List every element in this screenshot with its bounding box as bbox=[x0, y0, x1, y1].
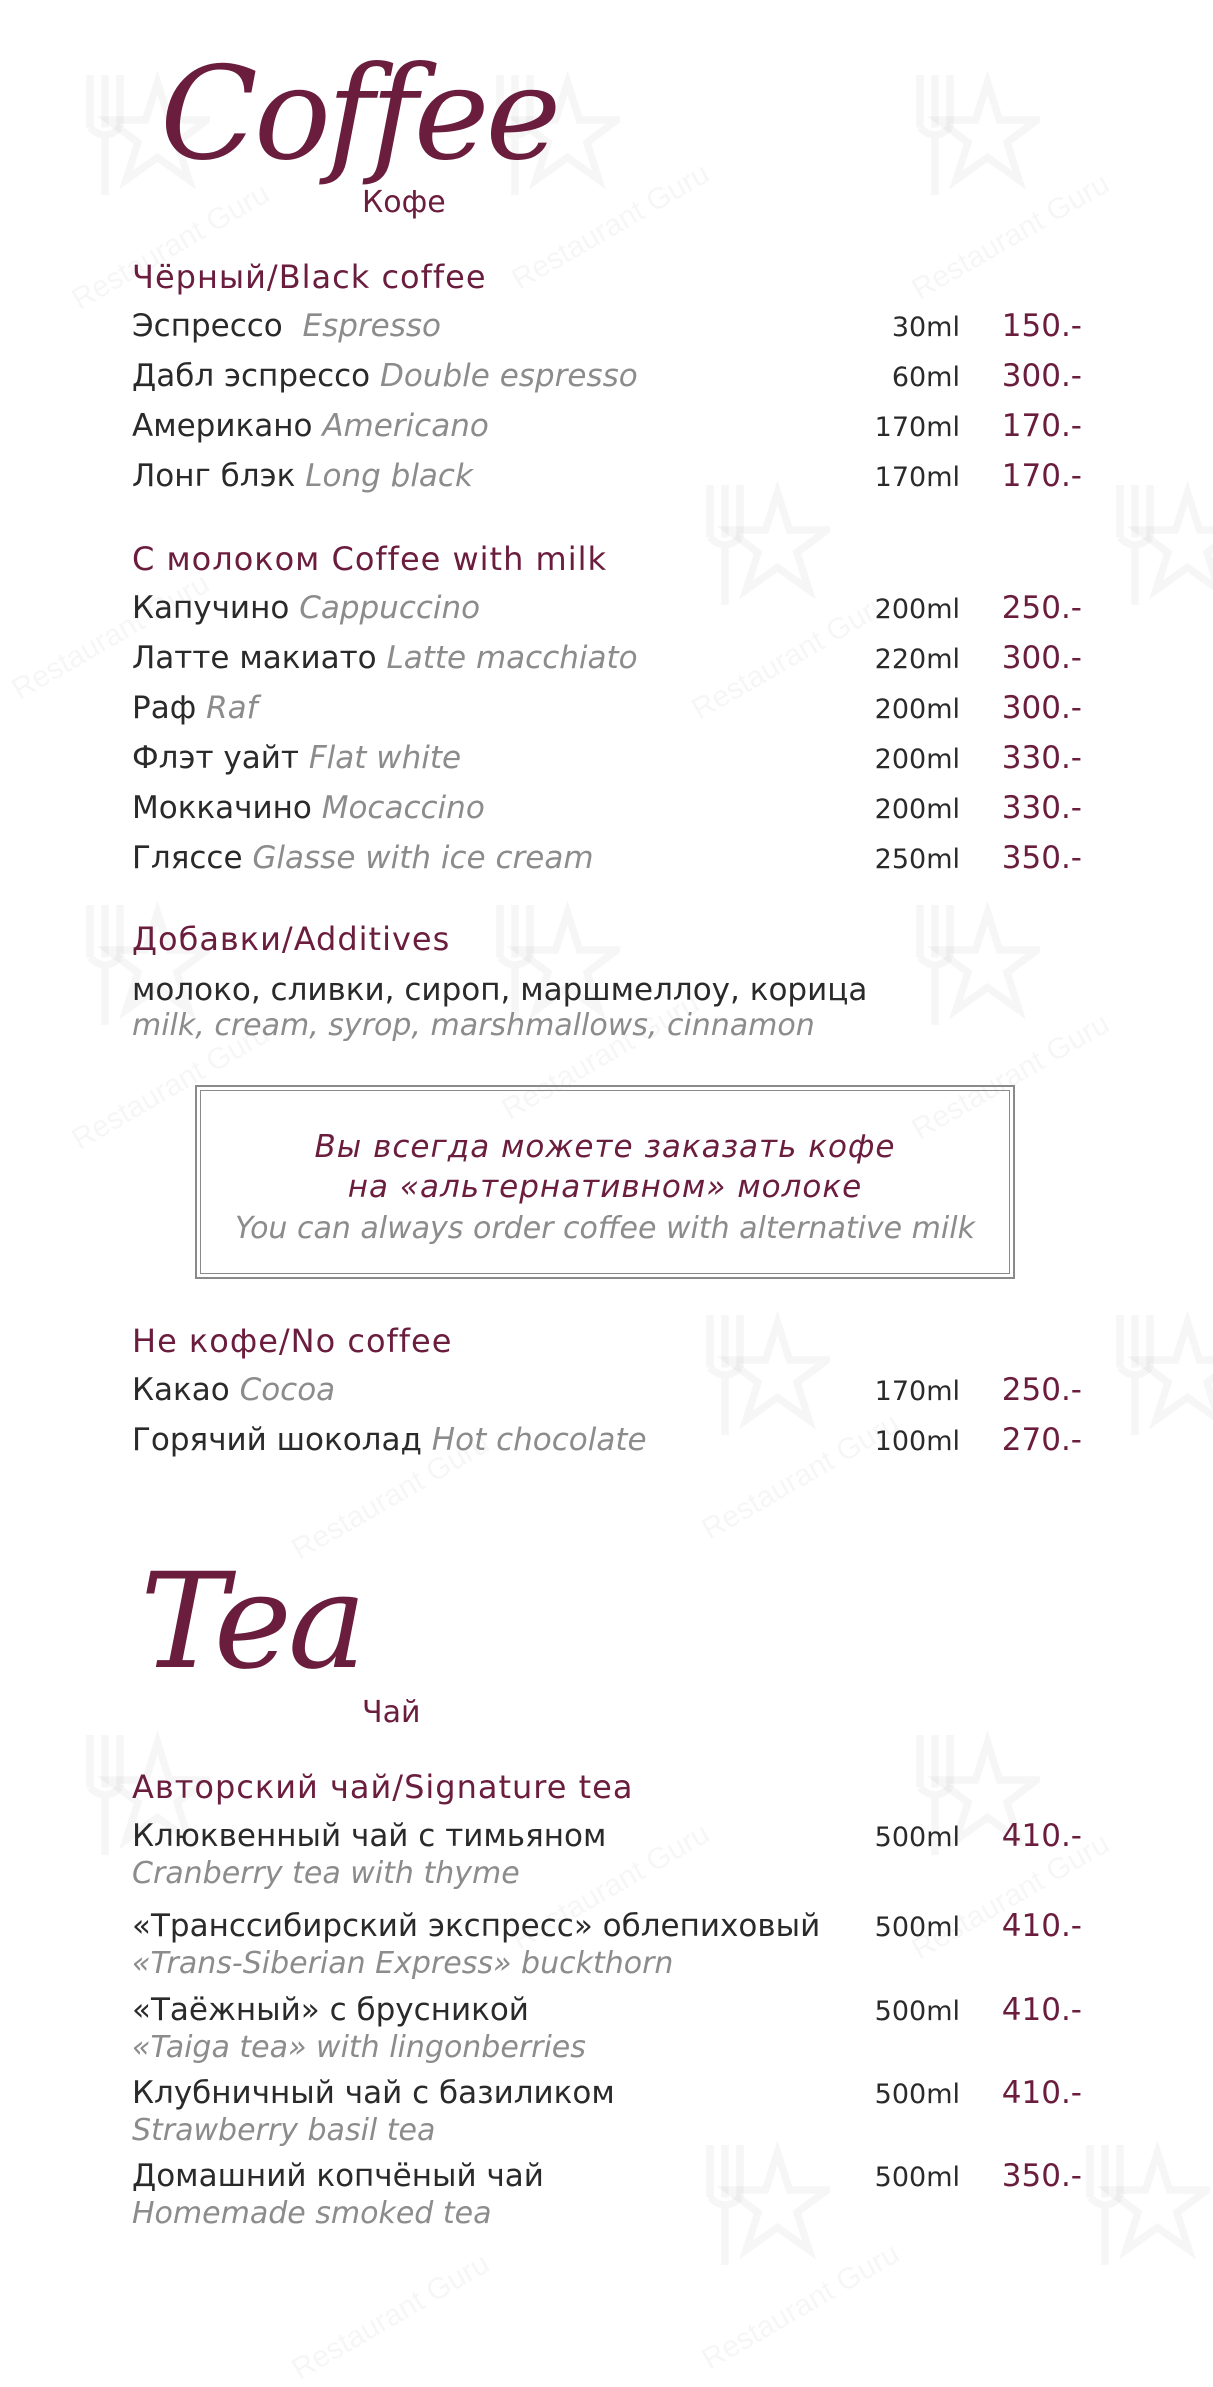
item-name-ru: Дабл эспрессо bbox=[132, 358, 371, 394]
fork-star-icon bbox=[1090, 1300, 1213, 1450]
item-name-ru: Латте макиато bbox=[132, 640, 377, 676]
menu-item bbox=[132, 690, 1082, 734]
item-name-en: Americano bbox=[322, 408, 489, 444]
item-price: 330.- bbox=[1001, 790, 1082, 826]
item-price: 150.- bbox=[1001, 308, 1082, 344]
item-volume: 250ml bbox=[874, 844, 960, 875]
item-volume: 500ml bbox=[874, 1822, 960, 1853]
item-price: 410.- bbox=[1001, 1908, 1082, 1944]
item-volume: 30ml bbox=[891, 312, 960, 343]
item-name-en: Cappuccino bbox=[299, 590, 481, 626]
item-price: 270.- bbox=[1001, 1422, 1082, 1458]
watermark-text bbox=[6, 567, 215, 707]
item-name-en: Mocaccino bbox=[321, 790, 485, 826]
item-price: 300.- bbox=[1001, 690, 1082, 726]
item-volume: 170ml bbox=[874, 462, 960, 493]
additives-list-ru: молоко, сливки, сироп, маршмеллоу, корица bbox=[132, 972, 868, 1008]
section-title-coffee-with-milk: С молоком Coffee with milk bbox=[132, 540, 608, 578]
notice-line-en: You can always order coffee with alternative milk bbox=[235, 1211, 975, 1246]
item-name-ru: Эспрессо bbox=[132, 308, 283, 344]
menu-item bbox=[132, 590, 1082, 634]
tea-script-title: Tea bbox=[140, 1545, 363, 1699]
item-name-ru: Какао bbox=[132, 1372, 230, 1408]
notice-line-ru-1: Вы всегда можете заказать кофе bbox=[314, 1129, 896, 1165]
menu-item bbox=[132, 1818, 1082, 1898]
item-name-en: Glasse with ice cream bbox=[252, 840, 594, 876]
item-name-ru: Горячий шоколад bbox=[132, 1422, 422, 1458]
fork-star-icon bbox=[1060, 2130, 1210, 2280]
menu-item bbox=[132, 1992, 1082, 2072]
menu-item bbox=[132, 358, 1082, 402]
item-volume: 200ml bbox=[874, 694, 960, 725]
alternative-milk-notice bbox=[195, 1085, 1015, 1279]
item-name-ru: Американо bbox=[132, 408, 313, 444]
section-title-black-coffee: Чёрный/Black coffee bbox=[132, 258, 487, 296]
menu-item bbox=[132, 458, 1082, 502]
item-name-en: Cocoa bbox=[239, 1372, 336, 1408]
item-name-en: Latte macchiato bbox=[386, 640, 638, 676]
menu-item bbox=[132, 1908, 1082, 1988]
item-volume: 170ml bbox=[874, 1376, 960, 1407]
item-name-en: «Taiga tea» with lingonberries bbox=[132, 2030, 586, 2065]
item-volume: 200ml bbox=[874, 794, 960, 825]
item-name-ru: Клюквенный чай с тимьяном bbox=[132, 1818, 607, 1854]
item-name-ru: «Таёжный» с брусникой bbox=[132, 1992, 529, 2028]
item-price: 350.- bbox=[1001, 2158, 1082, 2194]
item-volume: 200ml bbox=[874, 594, 960, 625]
menu-item bbox=[132, 408, 1082, 452]
item-price: 410.- bbox=[1001, 2075, 1082, 2111]
item-price: 350.- bbox=[1001, 840, 1082, 876]
item-volume: 60ml bbox=[891, 362, 960, 393]
item-price: 250.- bbox=[1001, 1372, 1082, 1408]
item-name-en: Raf bbox=[206, 690, 258, 726]
coffee-script-title: Coffee bbox=[160, 40, 558, 189]
item-price: 410.- bbox=[1001, 1992, 1082, 2028]
item-price: 410.- bbox=[1001, 1818, 1082, 1854]
item-volume: 170ml bbox=[874, 412, 960, 443]
item-name-en: Double espresso bbox=[380, 358, 638, 394]
item-price: 170.- bbox=[1001, 458, 1082, 494]
additives-list-en: milk, cream, syrop, marshmallows, cinnamon bbox=[132, 1008, 815, 1043]
item-name-ru: Лонг блэк bbox=[132, 458, 296, 494]
menu-item bbox=[132, 790, 1082, 834]
item-name-en: Long black bbox=[305, 458, 473, 494]
tea-subtitle: Чай bbox=[362, 1695, 421, 1730]
item-volume: 100ml bbox=[874, 1426, 960, 1457]
item-name-ru: «Транссибирский экспресс» облепиховый bbox=[132, 1908, 821, 1944]
fork-star-icon bbox=[890, 890, 1040, 1040]
menu-item bbox=[132, 840, 1082, 884]
item-name-ru: Флэт уайт bbox=[132, 740, 299, 776]
item-price: 300.- bbox=[1001, 358, 1082, 394]
menu-item bbox=[132, 1422, 1082, 1466]
item-name-ru: Капучино bbox=[132, 590, 290, 626]
item-name-en: Strawberry basil tea bbox=[132, 2113, 436, 2148]
menu-item bbox=[132, 1372, 1082, 1416]
menu-item bbox=[132, 740, 1082, 784]
menu-item bbox=[132, 2075, 1082, 2155]
coffee-subtitle: Кофе bbox=[362, 185, 446, 220]
item-name-ru: Клубничный чай с базиликом bbox=[132, 2075, 615, 2111]
menu-item bbox=[132, 640, 1082, 684]
item-name-ru: Моккачино bbox=[132, 790, 312, 826]
item-volume: 200ml bbox=[874, 744, 960, 775]
section-title-signature-tea: Авторский чай/Signature tea bbox=[132, 1768, 634, 1806]
item-price: 300.- bbox=[1001, 640, 1082, 676]
fork-star-icon bbox=[1090, 470, 1213, 620]
item-name-en: Homemade smoked tea bbox=[132, 2196, 492, 2231]
notice-line-ru-2: на «альтернативном» молоке bbox=[347, 1169, 863, 1205]
item-volume: 500ml bbox=[874, 1996, 960, 2027]
item-volume: 500ml bbox=[874, 1912, 960, 1943]
item-name-en: «Trans-Siberian Express» buckthorn bbox=[132, 1946, 674, 1981]
menu-item bbox=[132, 2158, 1082, 2238]
section-title-additives: Добавки/Additives bbox=[132, 920, 451, 958]
item-volume: 500ml bbox=[874, 2162, 960, 2193]
item-name-en: Cranberry tea with thyme bbox=[132, 1856, 520, 1891]
item-price: 250.- bbox=[1001, 590, 1082, 626]
item-volume: 500ml bbox=[874, 2079, 960, 2110]
item-name-ru: Раф bbox=[132, 690, 197, 726]
item-name-ru: Гляссе bbox=[132, 840, 243, 876]
item-name-en: Hot chocolate bbox=[431, 1422, 647, 1458]
item-name-en: Flat white bbox=[308, 740, 462, 776]
watermark-text bbox=[286, 2247, 495, 2387]
item-price: 170.- bbox=[1001, 408, 1082, 444]
menu-item bbox=[132, 308, 1082, 352]
item-name-en: Espresso bbox=[302, 308, 441, 344]
fork-star-icon bbox=[890, 60, 1040, 210]
section-title-no-coffee: Не кофе/No coffee bbox=[132, 1322, 453, 1360]
item-name-ru: Домашний копчёный чай bbox=[132, 2158, 544, 2194]
item-price: 330.- bbox=[1001, 740, 1082, 776]
item-volume: 220ml bbox=[874, 644, 960, 675]
